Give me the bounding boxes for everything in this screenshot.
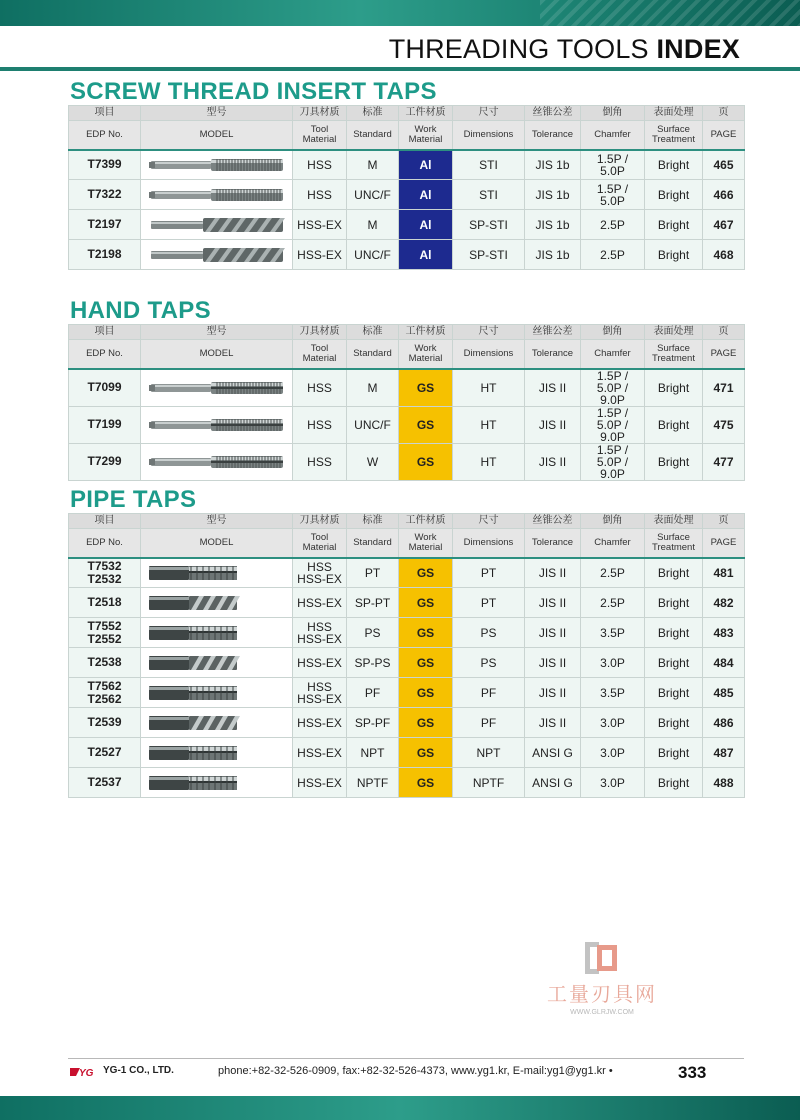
cell-model xyxy=(141,443,293,480)
cell-work-material: GS xyxy=(399,648,453,678)
cell-model xyxy=(141,738,293,768)
header-en-page: PAGE xyxy=(703,121,745,150)
cell-edp: T2518 xyxy=(69,588,141,618)
watermark xyxy=(532,942,672,1016)
tap-tool-image xyxy=(147,155,287,175)
cell-tool-material: HSS-EX xyxy=(293,240,347,270)
header-cn-standard: 标准 xyxy=(347,106,399,121)
cell-model xyxy=(141,240,293,270)
header-cn-page: 页 xyxy=(703,514,745,529)
header-row-en xyxy=(69,340,745,369)
header-en-standard: Standard xyxy=(347,529,399,558)
cell-surface: Bright xyxy=(645,738,703,768)
cell-surface: Bright xyxy=(645,240,703,270)
cell-edp: T7322 xyxy=(69,180,141,210)
cell-dimensions: HT xyxy=(453,369,525,407)
footer-contact: phone:+82-32-526-0909, fax:+82-32-526-4373, www.yg1.kr, E-mail:yg1@yg1.kr • xyxy=(218,1065,613,1077)
cell-tool-material: HSS-EX xyxy=(293,738,347,768)
cell-standard: M xyxy=(347,369,399,407)
header-row-cn xyxy=(69,325,745,340)
cell-model xyxy=(141,210,293,240)
cell-dimensions: PF xyxy=(453,708,525,738)
header-cn-surface: 表面处理 xyxy=(645,325,703,340)
cell-tool-material: HSS HSS-EX xyxy=(293,618,347,648)
cell-standard: NPTF xyxy=(347,768,399,798)
cell-work-material: GS xyxy=(399,558,453,588)
section-title-pipe: PIPE TAPS xyxy=(70,486,197,513)
header-en-dimensions: Dimensions xyxy=(453,529,525,558)
cell-surface: Bright xyxy=(645,588,703,618)
table-row xyxy=(69,443,745,480)
cell-chamfer: 1.5P / 5.0P / 9.0P xyxy=(581,406,645,443)
cell-tool-material: HSS-EX xyxy=(293,768,347,798)
cell-model xyxy=(141,150,293,180)
table-row xyxy=(69,558,745,588)
top-band-pattern xyxy=(540,0,800,26)
cell-page: 487 xyxy=(703,738,745,768)
header-cn-chamfer: 倒角 xyxy=(581,106,645,121)
cell-page: 475 xyxy=(703,406,745,443)
cell-chamfer: 2.5P xyxy=(581,240,645,270)
cell-standard: M xyxy=(347,210,399,240)
cell-model xyxy=(141,648,293,678)
header-row-en xyxy=(69,121,745,150)
header-en-page: PAGE xyxy=(703,340,745,369)
cell-model xyxy=(141,406,293,443)
page-title-bold: INDEX xyxy=(656,34,740,64)
header-en-standard: Standard xyxy=(347,340,399,369)
cell-chamfer: 3.0P xyxy=(581,648,645,678)
header-en-model: MODEL xyxy=(141,340,293,369)
title-rule xyxy=(0,67,800,71)
table-row xyxy=(69,240,745,270)
cell-model xyxy=(141,180,293,210)
table-row xyxy=(69,180,745,210)
header-en-surface: Surface Treatment xyxy=(645,529,703,558)
cell-tolerance: JIS 1b xyxy=(525,240,581,270)
tap-tool-image xyxy=(147,185,287,205)
watermark-logo-icon xyxy=(585,942,619,974)
header-en-model: MODEL xyxy=(141,529,293,558)
cell-work-material: Al xyxy=(399,180,453,210)
header-cn-page: 页 xyxy=(703,325,745,340)
header-cn-dimensions: 尺寸 xyxy=(453,106,525,121)
cell-model xyxy=(141,558,293,588)
cell-edp: T2527 xyxy=(69,738,141,768)
cell-surface: Bright xyxy=(645,618,703,648)
header-en-tool-material: Tool Material xyxy=(293,529,347,558)
header-en-chamfer: Chamfer xyxy=(581,340,645,369)
cell-chamfer: 3.5P xyxy=(581,618,645,648)
tap-tool-image xyxy=(147,415,287,435)
cell-tolerance: JIS 1b xyxy=(525,180,581,210)
cell-standard: SP-PT xyxy=(347,588,399,618)
header-row-cn xyxy=(69,106,745,121)
table-row xyxy=(69,588,745,618)
cell-surface: Bright xyxy=(645,180,703,210)
tap-tool-image xyxy=(147,683,287,703)
header-en-work-material: Work Material xyxy=(399,340,453,369)
cell-chamfer: 1.5P / 5.0P xyxy=(581,180,645,210)
cell-edp: T2537 xyxy=(69,768,141,798)
cell-model xyxy=(141,708,293,738)
cell-edp: T7532 T2532 xyxy=(69,558,141,588)
header-cn-surface: 表面处理 xyxy=(645,514,703,529)
cell-surface: Bright xyxy=(645,150,703,180)
bottom-band xyxy=(0,1096,800,1120)
cell-page: 471 xyxy=(703,369,745,407)
header-cn-edp: 项目 xyxy=(69,325,141,340)
cell-work-material: GS xyxy=(399,708,453,738)
header-cn-dimensions: 尺寸 xyxy=(453,514,525,529)
cell-chamfer: 1.5P / 5.0P xyxy=(581,150,645,180)
cell-tolerance: JIS II xyxy=(525,588,581,618)
header-cn-edp: 项目 xyxy=(69,514,141,529)
cell-model xyxy=(141,369,293,407)
cell-edp: T7399 xyxy=(69,150,141,180)
header-en-model: MODEL xyxy=(141,121,293,150)
table-pipe xyxy=(68,513,745,798)
cell-standard: UNC/F xyxy=(347,406,399,443)
cell-page: 483 xyxy=(703,618,745,648)
table-row xyxy=(69,648,745,678)
table-row xyxy=(69,738,745,768)
header-en-edp: EDP No. xyxy=(69,529,141,558)
cell-tolerance: ANSI G xyxy=(525,738,581,768)
cell-chamfer: 1.5P / 5.0P / 9.0P xyxy=(581,369,645,407)
table-sti xyxy=(68,105,745,270)
table-row xyxy=(69,618,745,648)
cell-tolerance: JIS II xyxy=(525,708,581,738)
tap-tool-image xyxy=(147,773,287,793)
cell-dimensions: PS xyxy=(453,648,525,678)
header-cn-work-material: 工件材质 xyxy=(399,325,453,340)
header-en-dimensions: Dimensions xyxy=(453,340,525,369)
footer-rule xyxy=(68,1058,744,1059)
cell-tool-material: HSS xyxy=(293,150,347,180)
cell-dimensions: HT xyxy=(453,406,525,443)
tap-tool-image xyxy=(147,215,287,235)
cell-standard: PF xyxy=(347,678,399,708)
cell-tolerance: JIS II xyxy=(525,406,581,443)
cell-dimensions: PT xyxy=(453,558,525,588)
cell-tool-material: HSS-EX xyxy=(293,588,347,618)
cell-tool-material: HSS-EX xyxy=(293,708,347,738)
cell-work-material: Al xyxy=(399,210,453,240)
cell-model xyxy=(141,618,293,648)
cell-surface: Bright xyxy=(645,768,703,798)
cell-dimensions: SP-STI xyxy=(453,210,525,240)
header-cn-work-material: 工件材质 xyxy=(399,106,453,121)
cell-surface: Bright xyxy=(645,210,703,240)
cell-chamfer: 3.0P xyxy=(581,738,645,768)
cell-surface: Bright xyxy=(645,648,703,678)
header-en-standard: Standard xyxy=(347,121,399,150)
header-cn-chamfer: 倒角 xyxy=(581,514,645,529)
cell-tolerance: JIS 1b xyxy=(525,150,581,180)
header-row-en xyxy=(69,529,745,558)
header-cn-model: 型号 xyxy=(141,325,293,340)
cell-edp: T2538 xyxy=(69,648,141,678)
footer-company: YG-1 CO., LTD. xyxy=(103,1065,174,1076)
cell-work-material: GS xyxy=(399,618,453,648)
header-en-work-material: Work Material xyxy=(399,121,453,150)
cell-edp: T7199 xyxy=(69,406,141,443)
cell-dimensions: PT xyxy=(453,588,525,618)
section-title-sti: SCREW THREAD INSERT TAPS xyxy=(70,78,437,105)
cell-standard: UNC/F xyxy=(347,240,399,270)
cell-page: 465 xyxy=(703,150,745,180)
cell-model xyxy=(141,768,293,798)
cell-page: 488 xyxy=(703,768,745,798)
cell-dimensions: SP-STI xyxy=(453,240,525,270)
cell-tool-material: HSS-EX xyxy=(293,648,347,678)
table-row xyxy=(69,406,745,443)
cell-work-material: GS xyxy=(399,443,453,480)
cell-page: 467 xyxy=(703,210,745,240)
header-en-tolerance: Tolerance xyxy=(525,121,581,150)
header-cn-tolerance: 丝锥公差 xyxy=(525,514,581,529)
header-cn-chamfer: 倒角 xyxy=(581,325,645,340)
tap-tool-image xyxy=(147,378,287,398)
cell-work-material: GS xyxy=(399,406,453,443)
header-en-tolerance: Tolerance xyxy=(525,529,581,558)
cell-dimensions: STI xyxy=(453,180,525,210)
header-en-surface: Surface Treatment xyxy=(645,340,703,369)
tap-tool-image xyxy=(147,593,287,613)
header-cn-model: 型号 xyxy=(141,514,293,529)
table-row xyxy=(69,210,745,240)
header-en-work-material: Work Material xyxy=(399,529,453,558)
cell-standard: SP-PS xyxy=(347,648,399,678)
cell-model xyxy=(141,588,293,618)
cell-tolerance: JIS II xyxy=(525,369,581,407)
cell-edp: T7562 T2562 xyxy=(69,678,141,708)
cell-standard: SP-PF xyxy=(347,708,399,738)
cell-edp: T2197 xyxy=(69,210,141,240)
header-en-tolerance: Tolerance xyxy=(525,340,581,369)
cell-work-material: Al xyxy=(399,150,453,180)
page-title xyxy=(389,34,740,65)
table-row xyxy=(69,150,745,180)
cell-dimensions: STI xyxy=(453,150,525,180)
header-cn-tolerance: 丝锥公差 xyxy=(525,325,581,340)
cell-tolerance: JIS II xyxy=(525,443,581,480)
cell-tolerance: JIS II xyxy=(525,558,581,588)
header-cn-edp: 项目 xyxy=(69,106,141,121)
cell-work-material: GS xyxy=(399,678,453,708)
header-cn-work-material: 工件材质 xyxy=(399,514,453,529)
section-title-hand: HAND TAPS xyxy=(70,297,211,324)
tap-tool-image xyxy=(147,713,287,733)
cell-chamfer: 3.0P xyxy=(581,768,645,798)
cell-tolerance: JIS 1b xyxy=(525,210,581,240)
cell-page: 486 xyxy=(703,708,745,738)
header-cn-tolerance: 丝锥公差 xyxy=(525,106,581,121)
cell-dimensions: HT xyxy=(453,443,525,480)
cell-surface: Bright xyxy=(645,443,703,480)
cell-page: 477 xyxy=(703,443,745,480)
cell-surface: Bright xyxy=(645,558,703,588)
cell-tool-material: HSS HSS-EX xyxy=(293,678,347,708)
header-en-edp: EDP No. xyxy=(69,340,141,369)
header-en-chamfer: Chamfer xyxy=(581,529,645,558)
cell-dimensions: NPTF xyxy=(453,768,525,798)
cell-edp: T2198 xyxy=(69,240,141,270)
cell-tolerance: ANSI G xyxy=(525,768,581,798)
svg-text:YG: YG xyxy=(79,1068,94,1078)
page-title-light: THREADING TOOLS xyxy=(388,34,649,64)
cell-dimensions: PS xyxy=(453,618,525,648)
cell-page: 484 xyxy=(703,648,745,678)
cell-standard: PS xyxy=(347,618,399,648)
header-en-edp: EDP No. xyxy=(69,121,141,150)
cell-tolerance: JIS II xyxy=(525,648,581,678)
cell-dimensions: NPT xyxy=(453,738,525,768)
tap-tool-image xyxy=(147,563,287,583)
header-cn-tool-material: 刀具材质 xyxy=(293,325,347,340)
header-cn-standard: 标准 xyxy=(347,514,399,529)
watermark-text: 工量刃具网 xyxy=(547,984,657,1006)
cell-page: 482 xyxy=(703,588,745,618)
cell-surface: Bright xyxy=(645,708,703,738)
cell-page: 468 xyxy=(703,240,745,270)
header-cn-dimensions: 尺寸 xyxy=(453,325,525,340)
header-row-cn xyxy=(69,514,745,529)
header-cn-tool-material: 刀具材质 xyxy=(293,106,347,121)
cell-chamfer: 3.5P xyxy=(581,678,645,708)
table-row xyxy=(69,678,745,708)
cell-chamfer: 2.5P xyxy=(581,558,645,588)
cell-work-material: GS xyxy=(399,738,453,768)
cell-tool-material: HSS xyxy=(293,180,347,210)
top-band xyxy=(0,0,800,26)
cell-work-material: GS xyxy=(399,588,453,618)
tap-tool-image xyxy=(147,743,287,763)
cell-standard: M xyxy=(347,150,399,180)
cell-tool-material: HSS xyxy=(293,369,347,407)
tap-tool-image xyxy=(147,245,287,265)
cell-surface: Bright xyxy=(645,678,703,708)
header-en-surface: Surface Treatment xyxy=(645,121,703,150)
header-en-tool-material: Tool Material xyxy=(293,340,347,369)
cell-tolerance: JIS II xyxy=(525,678,581,708)
cell-standard: UNC/F xyxy=(347,180,399,210)
cell-edp: T2539 xyxy=(69,708,141,738)
table-row xyxy=(69,708,745,738)
table-hand xyxy=(68,324,745,481)
cell-tolerance: JIS II xyxy=(525,618,581,648)
cell-work-material: GS xyxy=(399,369,453,407)
header-cn-tool-material: 刀具材质 xyxy=(293,514,347,529)
table-row xyxy=(69,768,745,798)
cell-tool-material: HSS HSS-EX xyxy=(293,558,347,588)
yg1-logo-icon xyxy=(70,1066,98,1078)
cell-edp: T7299 xyxy=(69,443,141,480)
cell-chamfer: 2.5P xyxy=(581,210,645,240)
header-cn-model: 型号 xyxy=(141,106,293,121)
cell-surface: Bright xyxy=(645,369,703,407)
header-en-dimensions: Dimensions xyxy=(453,121,525,150)
header-en-chamfer: Chamfer xyxy=(581,121,645,150)
tap-tool-image xyxy=(147,452,287,472)
cell-page: 481 xyxy=(703,558,745,588)
cell-page: 485 xyxy=(703,678,745,708)
tap-tool-image xyxy=(147,653,287,673)
cell-standard: PT xyxy=(347,558,399,588)
cell-tool-material: HSS-EX xyxy=(293,210,347,240)
table-row xyxy=(69,369,745,407)
cell-surface: Bright xyxy=(645,406,703,443)
header-cn-standard: 标准 xyxy=(347,325,399,340)
cell-tool-material: HSS xyxy=(293,406,347,443)
cell-chamfer: 2.5P xyxy=(581,588,645,618)
cell-chamfer: 1.5P / 5.0P / 9.0P xyxy=(581,443,645,480)
cell-work-material: GS xyxy=(399,768,453,798)
header-cn-page: 页 xyxy=(703,106,745,121)
cell-edp: T7552 T2552 xyxy=(69,618,141,648)
cell-standard: W xyxy=(347,443,399,480)
tap-tool-image xyxy=(147,623,287,643)
cell-standard: NPT xyxy=(347,738,399,768)
cell-dimensions: PF xyxy=(453,678,525,708)
cell-model xyxy=(141,678,293,708)
cell-chamfer: 3.0P xyxy=(581,708,645,738)
cell-tool-material: HSS xyxy=(293,443,347,480)
page-number: 333 xyxy=(678,1063,707,1082)
cell-edp: T7099 xyxy=(69,369,141,407)
header-en-tool-material: Tool Material xyxy=(293,121,347,150)
watermark-url: WWW.GLRJW.COM xyxy=(570,1009,634,1016)
cell-page: 466 xyxy=(703,180,745,210)
cell-work-material: Al xyxy=(399,240,453,270)
header-cn-surface: 表面处理 xyxy=(645,106,703,121)
header-en-page: PAGE xyxy=(703,529,745,558)
